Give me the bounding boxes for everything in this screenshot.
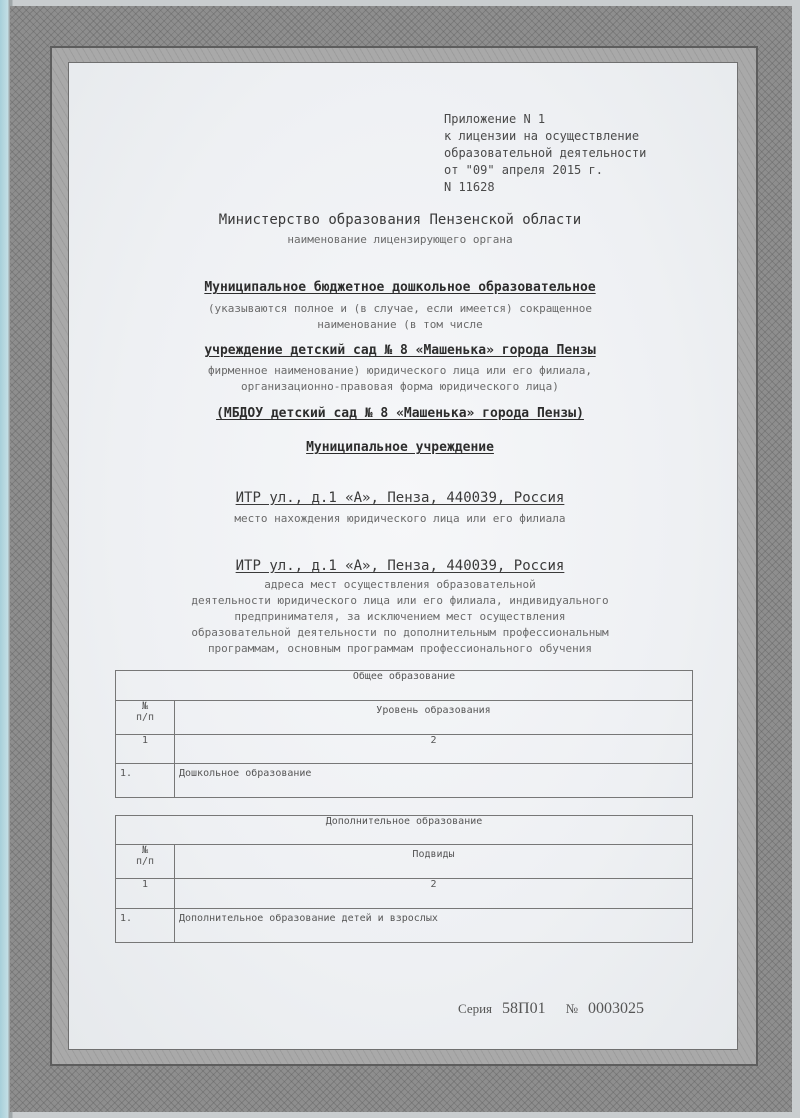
org-legal-form: Муниципальное учреждение bbox=[306, 440, 494, 455]
additional-col-subtype-header: Подвиды bbox=[175, 845, 693, 879]
general-col-level-header: Уровень образования bbox=[175, 701, 693, 735]
authority-name: Министерство образования Пензенской области bbox=[218, 212, 582, 228]
org-caption-line2: наименование (в том числе bbox=[317, 318, 483, 331]
general-education-table bbox=[115, 670, 693, 798]
appendix-date: от "09" апреля 2015 г. bbox=[444, 163, 603, 177]
org-name-line2: учреждение детский сад № 8 «Машенька» города Пензы bbox=[204, 343, 596, 358]
org-name-line1: Муниципальное бюджетное дошкольное образовательное bbox=[204, 280, 596, 295]
general-colnum-1: 1 bbox=[116, 735, 175, 764]
general-col-num-symbol: № bbox=[141, 701, 149, 712]
general-row-1-value: Дошкольное образование bbox=[175, 764, 693, 798]
org-caption-line4: организационно-правовая форма юридического лица) bbox=[241, 380, 559, 393]
number-label: № bbox=[565, 1001, 579, 1016]
general-colnum-2: 2 bbox=[175, 735, 693, 764]
additional-colnum-1: 1 bbox=[116, 879, 175, 909]
series-value: 58П01 bbox=[502, 1000, 546, 1017]
series-label: Серия bbox=[458, 1001, 493, 1016]
form-serial bbox=[458, 1000, 660, 1018]
general-col-num-header bbox=[116, 701, 175, 735]
activity-caption-line5: программам, основным программам профессионального обучения bbox=[207, 642, 593, 655]
additional-col-num-abbr: п/п bbox=[135, 856, 155, 867]
location-caption: место нахождения юридического лица или его филиала bbox=[234, 512, 566, 525]
appendix-number: Приложение N 1 bbox=[444, 112, 546, 126]
general-col-num-abbr: п/п bbox=[135, 712, 155, 723]
org-short-name: (МБДОУ детский сад № 8 «Машенька» города Пензы) bbox=[216, 406, 584, 421]
general-table-title: Общее образование bbox=[116, 671, 693, 701]
additional-colnum-2: 2 bbox=[175, 879, 693, 909]
number-value: 0003025 bbox=[588, 1000, 645, 1017]
additional-row-1-num: 1. bbox=[116, 909, 175, 943]
org-caption-line1: (указываются полное и (в случае, если имеется) сокращенное bbox=[207, 302, 593, 315]
additional-col-num-symbol: № bbox=[141, 845, 149, 856]
appendix-line-activity: образовательной деятельности bbox=[444, 146, 647, 160]
additional-col-num-header bbox=[116, 845, 175, 879]
activity-caption-line2: деятельности юридического лица или его филиала, индивидуального bbox=[191, 594, 609, 607]
activity-caption-line3: предпринимателя, за исключением мест осуществления bbox=[234, 610, 566, 623]
additional-table-title: Дополнительное образование bbox=[116, 816, 693, 845]
activity-caption-line4: образовательной деятельности по дополнительным профессиональным bbox=[191, 626, 609, 639]
additional-education-table bbox=[115, 815, 693, 943]
location-address: ИТР ул., д.1 «А», Пенза, 440039, Россия bbox=[235, 490, 565, 506]
org-caption-line3: фирменное наименование) юридического лица или его филиала, bbox=[207, 364, 593, 377]
appendix-line-license: к лицензии на осуществление bbox=[444, 129, 640, 143]
activity-caption-line1: адреса мест осуществления образовательной bbox=[264, 578, 536, 591]
authority-caption: наименование лицензирующего органа bbox=[287, 233, 513, 246]
activity-address: ИТР ул., д.1 «А», Пенза, 440039, Россия bbox=[235, 558, 565, 574]
general-row-1-num: 1. bbox=[116, 764, 175, 798]
license-number: N 11628 bbox=[444, 180, 495, 194]
additional-row-1-value: Дополнительное образование детей и взрослых bbox=[175, 909, 693, 943]
